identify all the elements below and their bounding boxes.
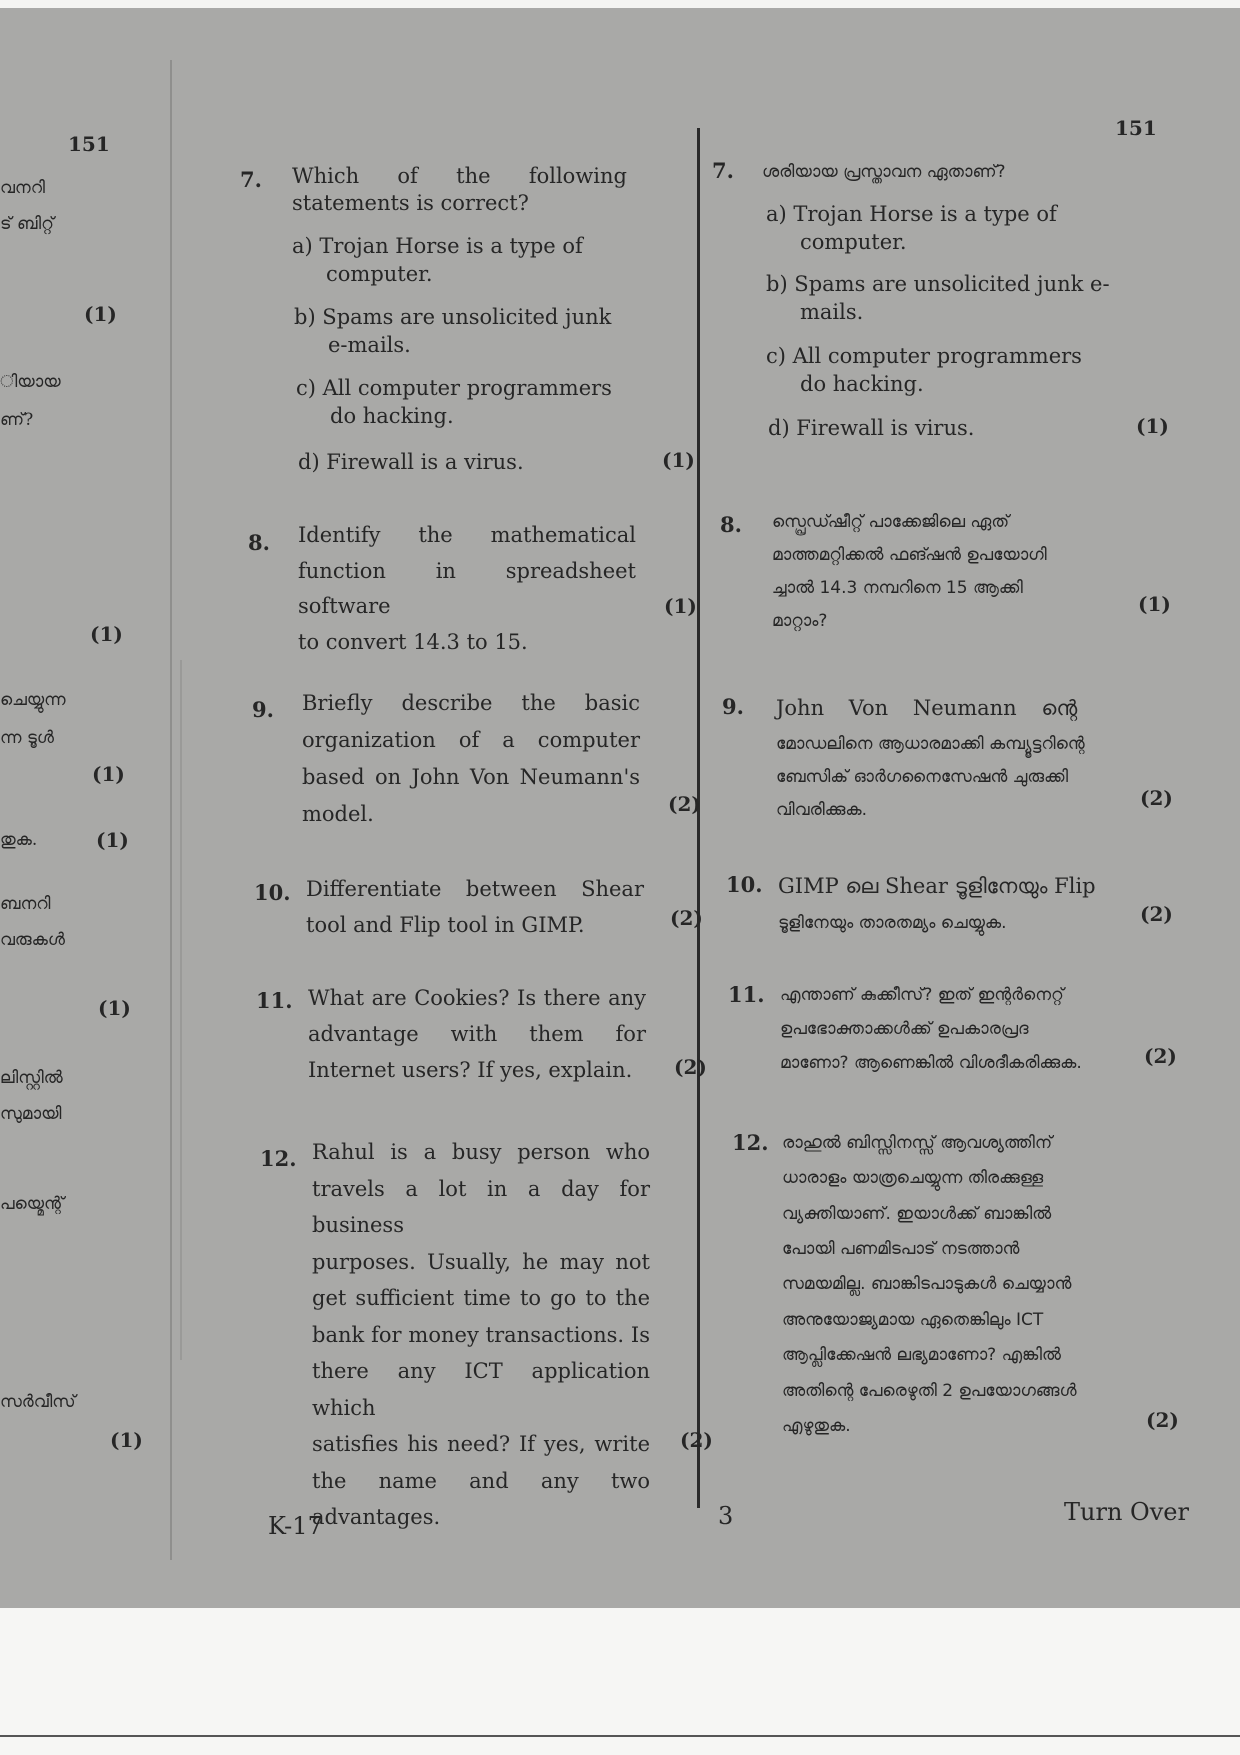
question-line: based on John Von Neumann's — [302, 764, 640, 789]
option-line: b) Spams are unsolicited junk e- — [766, 272, 1110, 296]
question-text — [782, 1126, 1077, 1444]
question-number: 8. — [720, 512, 742, 537]
option-line: do hacking. — [330, 404, 454, 429]
question-text: ശരിയായ പ്രസ്താവന ഏതാണ്? — [762, 162, 1006, 182]
question-line: Which of the following — [292, 164, 627, 188]
question-line: Briefly describe the basic — [302, 691, 640, 715]
question-line: there any ICT application which — [312, 1359, 650, 1420]
question-line: മാറ്റാം? — [772, 611, 828, 632]
question-line: പോയി പണമിടപാട് നടത്താൻ — [782, 1239, 1020, 1260]
margin-fragment: ലിസ്റ്റിൽ — [0, 1068, 63, 1088]
question-line: John Von Neumann ന്റെ — [776, 696, 1078, 720]
option-line: e-mails. — [328, 333, 411, 358]
question-line: ടൂളിനേയും താരതമ്യം ചെയ്യുക. — [778, 912, 1007, 933]
question-line: ആപ്ലിക്കേഷൻ ലഭ്യമാണോ? എങ്കിൽ — [782, 1345, 1061, 1366]
question-text — [308, 980, 646, 1088]
option-c — [296, 374, 612, 431]
margin-fragment: പയ്മെന്റ് — [0, 1194, 65, 1214]
marks: (2) — [670, 906, 703, 930]
question-number: 7. — [712, 158, 734, 183]
question-number: 10. — [254, 880, 291, 905]
question-line: travels a lot in a day for business — [312, 1176, 650, 1238]
paper-code: K-17 — [268, 1512, 323, 1540]
option-b — [294, 303, 611, 360]
question-number: 12. — [732, 1130, 769, 1155]
question-line: tool and Flip tool in GIMP. — [306, 912, 585, 937]
margin-fragment: ണ്? — [0, 410, 34, 430]
question-number: 9. — [252, 697, 274, 722]
page-fold-line — [170, 60, 172, 1560]
question-line: മാണോ? ആണെങ്കിൽ വിശദീകരിക്കുക. — [780, 1053, 1082, 1073]
question-number: 7. — [240, 167, 262, 192]
question-number: 12. — [260, 1146, 297, 1171]
question-line: advantages. — [312, 1505, 441, 1530]
question-line: GIMP ലെ Shear ടൂളിനേയും Flip — [778, 874, 1096, 898]
question-line: ധാരാളം യാത്രചെയ്യുന്ന തിരക്കുള്ള — [782, 1168, 1044, 1189]
question-line: ഉപഭോക്താക്കൾക്ക് ഉപകാരപ്രദ — [780, 1019, 1029, 1039]
question-line: ബേസിക് ഓർഗനൈസേഷൻ ചുരുക്കി — [776, 766, 1069, 787]
option-line: b) Spams are unsolicited junk — [294, 305, 612, 329]
option-line: c) All computer programmers — [766, 344, 1082, 368]
option-b — [766, 270, 1110, 327]
previous-page-number: 151 — [68, 132, 110, 156]
question-line: Identify the mathematical — [298, 523, 636, 547]
question-line: രാഹുൽ ബിസ്സിനസ്സ് ആവശ്യത്തിന് — [782, 1133, 1053, 1153]
question-line: വ്യക്തിയാണ്. ഇയാൾക്ക് ബാങ്കിൽ — [782, 1203, 1052, 1224]
marks: (2) — [1140, 786, 1173, 810]
question-line: Differentiate between Shear — [306, 877, 644, 901]
option-line: computer. — [326, 262, 433, 287]
marks: (2) — [680, 1428, 713, 1452]
question-text — [302, 685, 640, 833]
page-number: 151 — [1115, 116, 1157, 140]
question-line: Internet users? If yes, explain. — [308, 1058, 633, 1083]
margin-marks: (1) — [110, 1428, 143, 1452]
marks: (1) — [1136, 414, 1169, 438]
question-number: 11. — [256, 988, 293, 1013]
question-line: എന്താണ് കുക്കീസ്? ഇത് ഇന്റർനെറ്റ് — [780, 985, 1064, 1005]
marks: (1) — [664, 594, 697, 618]
margin-fragment: ന്ന ടൂൾ — [0, 728, 54, 748]
question-line: bank for money transactions. Is — [312, 1322, 650, 1347]
margin-fragment: സർവീസ് — [0, 1392, 76, 1412]
question-line: organization of a computer — [302, 727, 640, 752]
question-text — [772, 506, 1047, 639]
question-line: satisfies his need? If yes, write — [312, 1432, 650, 1457]
question-text — [312, 1134, 650, 1536]
margin-marks: (1) — [90, 622, 123, 646]
question-number: 11. — [728, 982, 765, 1007]
question-line: ച്ചാൽ 14.3 നമ്പറിനെ 15 ആക്കി — [772, 578, 1023, 599]
option-line: a) Trojan Horse is a type of — [766, 202, 1057, 226]
page-footer-number: 3 — [718, 1502, 734, 1530]
question-line: statements is correct? — [292, 191, 529, 216]
question-line: function in spreadsheet software — [298, 558, 636, 619]
marks: (2) — [674, 1055, 707, 1079]
margin-fragment: ട് ബിറ്റ് — [0, 214, 54, 234]
question-line: സ്പ്രെഡ്ഷീറ്റ് പാക്കേജിലെ ഏത് — [772, 512, 1010, 532]
margin-fragment: സുമായി — [0, 1104, 62, 1124]
marks: (2) — [668, 792, 701, 816]
question-line: advantage with them for — [308, 1022, 646, 1047]
margin-marks: (1) — [98, 996, 131, 1020]
question-text — [306, 872, 644, 943]
question-line: അനുയോജ്യമായ ഏതെങ്കിലും ICT — [782, 1309, 1044, 1330]
question-line: model. — [302, 801, 374, 826]
margin-marks: (1) — [96, 828, 129, 852]
option-line: a) Trojan Horse is a type of — [292, 234, 583, 258]
column-divider — [697, 128, 700, 1508]
question-line: to convert 14.3 to 15. — [298, 630, 528, 655]
option-d: d) Firewall is a virus. — [298, 450, 524, 474]
turn-over-note: Turn Over — [1064, 1498, 1189, 1526]
marks: (1) — [1138, 592, 1171, 616]
question-number: 9. — [722, 694, 744, 719]
question-number: 8. — [248, 530, 270, 555]
option-line: computer. — [800, 230, 907, 255]
marks: (2) — [1144, 1044, 1177, 1068]
question-text — [292, 160, 627, 220]
question-line: മോഡലിനെ ആധാരമാക്കി കമ്പ്യൂട്ടറിന്റെ — [776, 734, 1085, 755]
question-line: purposes. Usually, he may not — [312, 1249, 650, 1274]
scan-edge-line — [0, 1735, 1240, 1737]
option-line: c) All computer programmers — [296, 376, 612, 400]
question-number: 10. — [726, 872, 763, 897]
margin-fragment: ിയായ — [0, 372, 61, 392]
option-line: mails. — [800, 300, 864, 325]
margin-fragment: തുക. — [0, 830, 38, 850]
question-text — [778, 866, 1096, 940]
page-fold-line — [180, 660, 182, 1360]
scan-bottom-margin — [0, 1608, 1240, 1755]
option-d: d) Firewall is virus. — [768, 416, 975, 440]
question-line: വിവരിക്കുക. — [776, 799, 868, 820]
question-line: get sufficient time to go to the — [312, 1286, 650, 1311]
margin-fragment: ചെയ്യുന്ന — [0, 690, 66, 710]
question-line: the name and any two — [312, 1468, 650, 1493]
margin-fragment: ബനറി — [0, 894, 51, 914]
question-text — [776, 688, 1085, 826]
option-line: do hacking. — [800, 372, 924, 397]
option-c — [766, 342, 1082, 399]
marks: (2) — [1146, 1408, 1179, 1432]
question-line: മാത്തമറ്റിക്കൽ ഫങ്ഷൻ ഉപയോഗി — [772, 545, 1047, 566]
question-line: What are Cookies? Is there any — [308, 986, 646, 1010]
marks: (2) — [1140, 902, 1173, 926]
margin-fragment: വരുകൾ — [0, 930, 65, 950]
question-text — [780, 978, 1082, 1080]
option-a — [292, 232, 583, 289]
margin-marks: (1) — [84, 302, 117, 326]
margin-fragment: വനറി — [0, 178, 45, 198]
question-text — [298, 518, 636, 661]
question-line: സമയമില്ല. ബാങ്കിടപാടുകൾ ചെയ്യാൻ — [782, 1274, 1072, 1295]
marks: (1) — [662, 448, 695, 472]
margin-marks: (1) — [92, 762, 125, 786]
option-a — [766, 200, 1057, 257]
question-line: അതിന്റെ പേരെഴുതി 2 ഉപയോഗങ്ങൾ — [782, 1380, 1077, 1401]
question-line: Rahul is a busy person who — [312, 1140, 650, 1164]
question-line: എഴുതുക. — [782, 1415, 851, 1436]
